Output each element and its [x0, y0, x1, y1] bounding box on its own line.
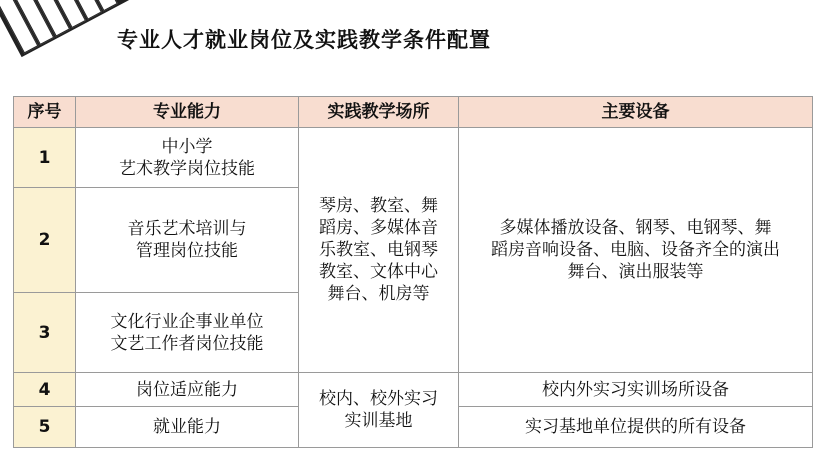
equipment-cell: 实习基地单位提供的所有设备 [459, 407, 813, 448]
table-header-row [14, 97, 813, 128]
ability-cell: 岗位适应能力 [76, 373, 299, 407]
row-number: 1 [14, 128, 76, 188]
equipment-cell: 多媒体播放设备、钢琴、电钢琴、舞 蹈房音响设备、电脑、设备齐全的演出 舞台、演出服装等 [459, 128, 813, 373]
ability-cell: 就业能力 [76, 407, 299, 448]
ability-cell: 音乐艺术培训与 管理岗位技能 [76, 188, 299, 293]
header-equipment: 主要设备 [459, 97, 813, 128]
table-row [14, 128, 813, 188]
header-ability: 专业能力 [76, 97, 299, 128]
config-table [13, 96, 813, 448]
page-title: 专业人才就业岗位及实践教学条件配置 [117, 28, 491, 52]
equipment-cell: 校内外实习实训场所设备 [459, 373, 813, 407]
ability-cell: 中小学 艺术教学岗位技能 [76, 128, 299, 188]
row-number: 2 [14, 188, 76, 293]
row-number: 5 [14, 407, 76, 448]
header-index: 序号 [14, 97, 76, 128]
place-cell: 校内、校外实习 实训基地 [299, 373, 459, 448]
ability-cell: 文化行业企事业单位 文艺工作者岗位技能 [76, 293, 299, 373]
row-number: 3 [14, 293, 76, 373]
header-place: 实践教学场所 [299, 97, 459, 128]
table-row [14, 373, 813, 407]
place-cell: 琴房、教室、舞 蹈房、多媒体音 乐教室、电钢琴 教室、文体中心 舞台、机房等 [299, 128, 459, 373]
row-number: 4 [14, 373, 76, 407]
